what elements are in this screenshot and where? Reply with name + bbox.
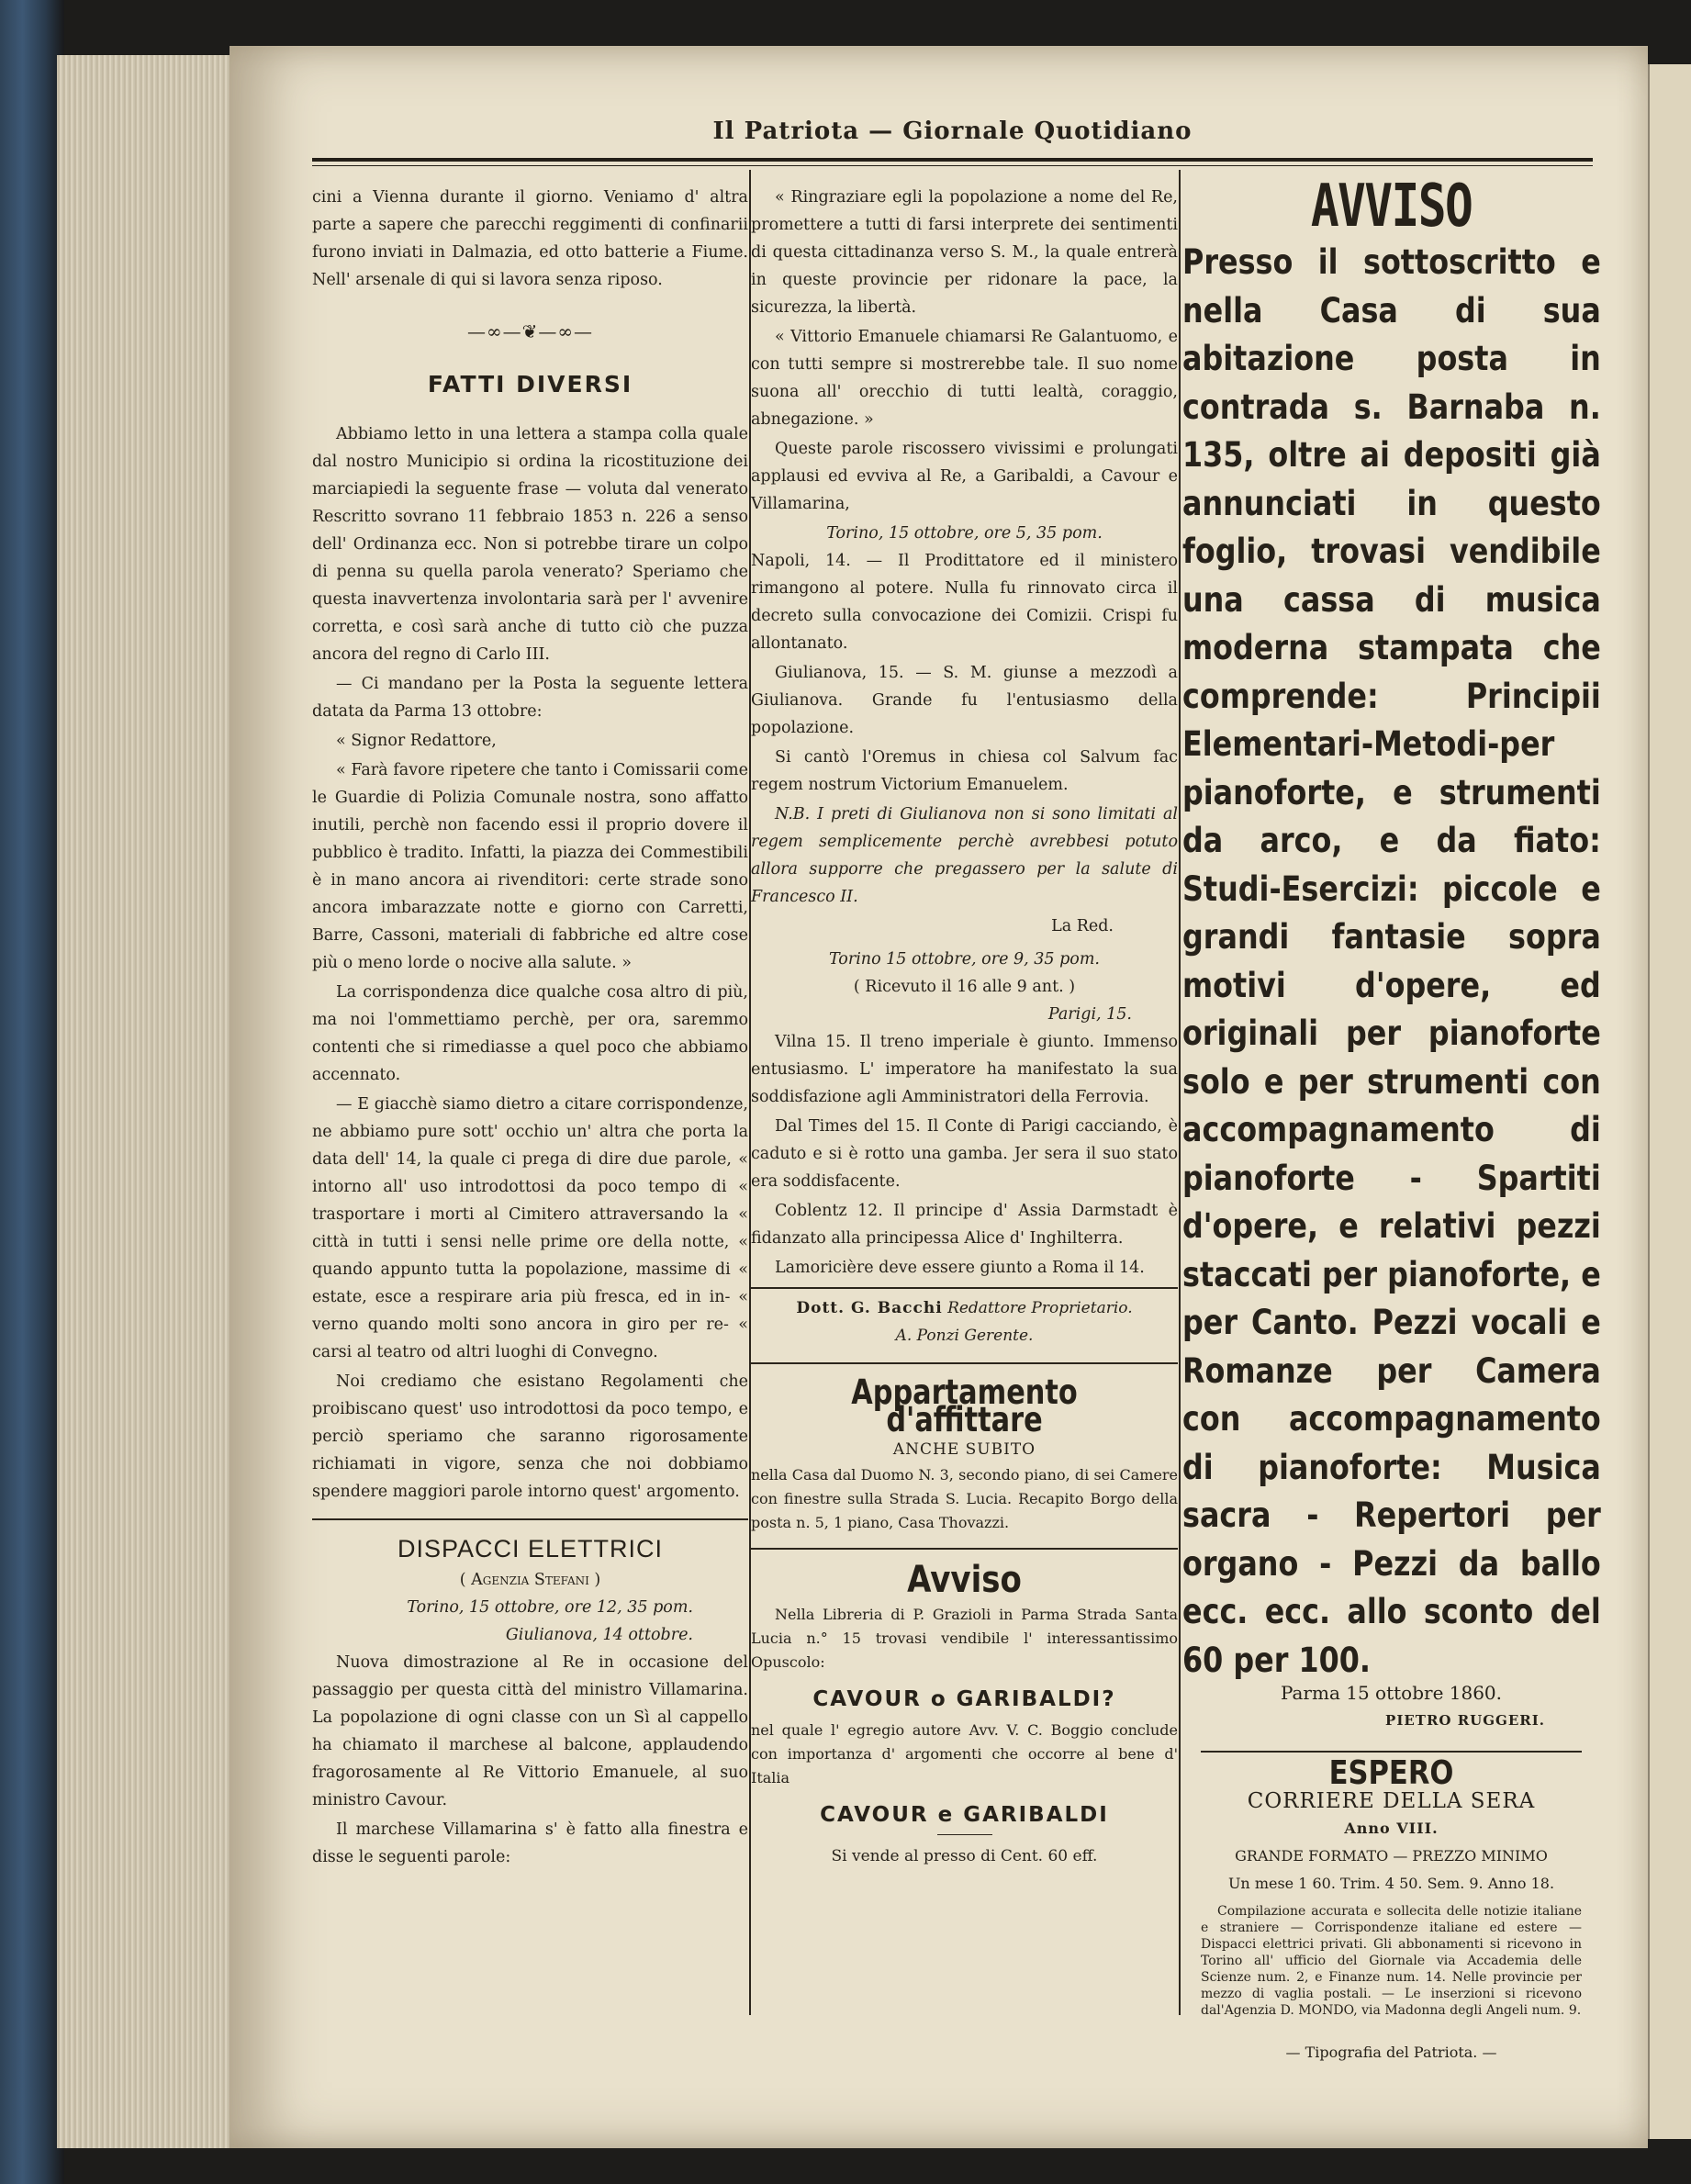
- lead-paragraph: cini a Vienna durante il giorno. Veniamo d' altra parte a sapere che parecchi reggimenti di confinarii furono inviati in Dalmazia, ed otto batterie a Fiume. Nell' arsenale di qui si lavora senza riposo.: [312, 188, 748, 289]
- masthead-rule: [312, 158, 1593, 162]
- news-paragraph: Queste parole riscossero vivissimi e prolungati applausi ed evviva al Re, a Garibaldi, a Cavour e Villamarina,: [751, 440, 1178, 513]
- fatti-paragraph-6: — E giacchè siamo dietro a citare corrispondenze, ne abbiamo pure sott' occhio un' altra che porta la data dell' 14, la quale ci prega di dire due parole, « intorno all' uso introdottosi da poco tempo di « trasportare i morti al Cimitero attraversando la « città in tutti i sensi nelle prime ore della notte, « quando appunto tutta la popolazione, massime di « estate, esce a respirare aria più fresca, ed in in- « verno quando molti sono ancora in giro per re- « carsi al teatro od altri luoghi di Convegno.: [312, 1095, 748, 1361]
- anche-subito-label: ANCHE SUBITO: [892, 1440, 1036, 1459]
- news-paragraph: « Vittorio Emanuele chiamarsi Re Galantuomo, e con tutti sempre si mostrerebbe tale. Il suo nome suona all' orecchio di tutti lealtà, coraggio, abnegazione. »: [751, 328, 1178, 429]
- section-rule: [751, 1548, 1178, 1550]
- column-1: [312, 184, 748, 1873]
- column-rule-2: [1179, 170, 1181, 2015]
- fatti-paragraph-7: Noi crediamo che esistano Regolamenti che proibiscano quest' uso introdottosi da poco tempo, e perciò speriamo che saranno rigorosamente richiamati in vigore, senza che noi dobbiamo spendere maggiori parole intorno quest' argomento.: [312, 1372, 748, 1501]
- dateline: Torino, 15 ottobre, ore 12, 35 pom.: [407, 1598, 693, 1617]
- espero-prices: Un mese 1 60. Trim. 4 50. Sem. 9. Anno 18.: [1227, 1875, 1555, 1892]
- espero-format: GRANDE FORMATO — PREZZO MINIMO: [1235, 1847, 1548, 1865]
- column-2: [751, 184, 1178, 1870]
- editor-role: Redattore Proprietario.: [947, 1299, 1133, 1317]
- dispaccio-paragraph-1: Nuova dimostrazione al Re in occasione del passaggio per questa città del ministro Villamarina. La popolazione di ogni classe con un Sì al cappello ha chiamato il marchese al balcone, applaudendo fragorosamente al Re Vittorio Emanuele, al suo ministro Cavour.: [312, 1653, 748, 1809]
- espero-heading: ESPERO: [1328, 1754, 1454, 1792]
- ornament-divider: —∞—❦—∞—: [466, 320, 594, 342]
- news-paragraph: Vilna 15. Il treno imperiale è giunto. Immenso entusiasmo. L' imperatore ha manifestato la sua soddisfazione agli Amministratori della Ferrovia.: [751, 1033, 1178, 1106]
- fatti-diversi-heading: FATTI DIVERSI: [427, 371, 633, 398]
- cavour-title: CAVOUR e GARIBALDI: [820, 1803, 1109, 1827]
- news-paragraph: Dal Times del 15. Il Conte di Parigi cacciando, è caduto e si è rotto una gamba. Jer sera il suo stato era soddisfacente.: [751, 1117, 1178, 1191]
- fatti-paragraph-5: La corrispondenza dice qualche cosa altro di più, ma noi l'ommettiamo perchè, per ora, saremmo contenti che si rimediasse a quel poco che abbiamo accennato.: [312, 983, 748, 1084]
- espero-subtitle: CORRIERE DELLA SERA: [1247, 1789, 1536, 1813]
- page-edges: [57, 55, 241, 2148]
- news-paragraph: Coblentz 12. Il principe d' Assia Darmstadt è fidanzato alla principessa Alice d' Inghilterra.: [751, 1202, 1178, 1248]
- avviso-heading: Avviso: [907, 1559, 1022, 1601]
- tipografia-line: — Tipografia del Patriota. —: [1285, 2044, 1497, 2061]
- dispaccio-paragraph-2: Il marchese Villamarina s' è fatto alla finestra e disse le seguenti parole:: [312, 1820, 748, 1866]
- agenzia-label: ( Agenzia Stefani ): [459, 1571, 601, 1589]
- avviso-signature: PIETRO RUGGERI.: [1385, 1712, 1545, 1729]
- section-rule: [312, 1518, 748, 1520]
- cavour-title: CAVOUR o GARIBALDI?: [812, 1687, 1116, 1711]
- column-3: [1182, 173, 1601, 2066]
- section-rule: [751, 1362, 1178, 1364]
- avviso-text-2: nel quale l' egregio autore Avv. V. C. Boggio conclude con importanza d' argomenti che occorre al bene d' Italia: [751, 1721, 1178, 1786]
- dateline: Giulianova, 14 ottobre.: [505, 1626, 693, 1644]
- appartamento-heading: Appartamento d'affittare: [851, 1372, 1078, 1439]
- editor-name: Dott. G. Bacchi: [796, 1299, 943, 1317]
- short-rule: [937, 1834, 992, 1835]
- appartamento-text: nella Casa dal Duomo N. 3, secondo piano, di sei Camere con finestre sulla Strada S. Lucia. Recapito Borgo della posta n. 5, 1 piano, Casa Thovazzi.: [751, 1466, 1178, 1531]
- news-paragraph: Napoli, 14. — Il Prodittatore ed il ministero rimangono al potere. Nulla fu rinnovato circa il decreto sulla convocazione dei Comizii. Crispi fu allontanato.: [751, 552, 1178, 653]
- editor-line: [751, 1294, 1178, 1322]
- received-note: ( Ricevuto il 16 alle 9 ant. ): [853, 978, 1076, 996]
- adjacent-page-edge: [1648, 64, 1691, 2139]
- espero-year: Anno VIII.: [1344, 1820, 1439, 1837]
- news-paragraph: Lamoricière deve essere giunto a Roma il 14.: [775, 1259, 1145, 1277]
- section-rule: [751, 1287, 1178, 1289]
- dateline: Torino, 15 ottobre, ore 5, 35 pom.: [826, 524, 1103, 543]
- signature-la-red: La Red.: [1051, 917, 1114, 935]
- gerente-line: A. Ponzi Gerente.: [895, 1327, 1034, 1345]
- avviso-big-text: Presso il sottoscritto e nella Casa di sua abitazione posta in contrada s. Barnaba n. 135, oltre ai depositi già annunciati in questo foglio, trovasi vendibile una cassa di musica moderna stampata che comprende: Principii Elementari-Metodi-per pianoforte, e strumenti da arco, e da fiato: Studi-Esercizi: piccole e grandi fantasie sopra motivi d'opere, ed originali per pianoforte solo e per strumenti con accompagnamento di pianoforte - Spartiti d'opere, e relativi pezzi staccati per pianoforte, e per Canto. Pezzi vocali e Romanze per Camera con accompagnamento di pianoforte: Musica sacra - Repertori per organo - Pezzi da ballo ecc. ecc. allo sconto del 60 per 100.: [1182, 242, 1601, 1680]
- dateline: Torino 15 ottobre, ore 9, 35 pom.: [828, 950, 1100, 969]
- fatti-paragraph-2: — Ci mandano per la Posta la seguente lettera datata da Parma 13 ottobre:: [312, 675, 748, 721]
- price-note: Si vende al presso di Cent. 60 eff.: [831, 1847, 1098, 1865]
- espero-details: Compilazione accurata e sollecita delle notizie italiane e straniere — Corrispondenze italiane ed estere — Dispacci elettrici privati. Gli abbonamenti si ricevono in Torino all' ufficio del Giornale via Accademia delle Scienze num. 2, e Finanze num. 14. Nelle provincie per mezzo di vaglia postali. — Le inserzioni si ricevono dal'Agenzia D. MONDO, via Madonna degli Angeli num. 9.: [1201, 1904, 1582, 2018]
- section-rule: [1201, 1751, 1582, 1753]
- nb-paragraph: N.B. I preti di Giulianova non si sono limitati al regem semplicemente perchè avrebbesi potuto allora supporre che pregassero per la salute di Francesco II.: [751, 805, 1178, 906]
- masthead-rule-thin: [312, 165, 1593, 166]
- masthead: Il Patriota — Giornale Quotidiano: [712, 118, 1193, 145]
- dispacci-heading: DISPACCI ELETTRICI: [397, 1535, 664, 1562]
- dateline: Parigi, 15.: [1047, 1005, 1132, 1024]
- avviso-date: Parma 15 ottobre 1860.: [1280, 1682, 1503, 1704]
- fatti-paragraph-3: « Signor Redattore,: [336, 732, 497, 750]
- news-paragraph: Giulianova, 15. — S. M. giunse a mezzodì a Giulianova. Grande fu l'entusiasmo della popolazione.: [751, 664, 1178, 737]
- news-paragraph: Si cantò l'Oremus in chiesa col Salvum fac regem nostrum Victorium Emanuelem.: [751, 748, 1178, 794]
- avviso-big-heading: AVVISO: [1310, 173, 1473, 241]
- news-paragraph: « Ringraziare egli la popolazione a nome del Re, promettere a tutti di farsi interprete dei sentimenti di questa cittadinanza verso S. M., la quale entrerà in queste provincie per ridonare la pace, la sicurezza, la libertà.: [751, 188, 1178, 317]
- avviso-text: Nella Libreria di P. Grazioli in Parma Strada Santa Lucia n.° 15 trovasi vendibile l' interessantissimo Opuscolo:: [751, 1606, 1178, 1671]
- book-spine: [0, 0, 64, 2184]
- fatti-paragraph-1: Abbiamo letto in una lettera a stampa colla quale dal nostro Municipio si ordina la ricostituzione dei marciapiedi la seguente frase — voluta dal venerato Rescritto sovrano 11 febbraio 1853 n. 226 a senso dell' Ordinanza ecc. Non si potrebbe tirare un colpo di penna su quella parola venerato? Speriamo che questa inavvertenza involontaria sarà per l' avvenire corretta, e così sarà anche di tutto ciò che puzza ancora del regno di Carlo III.: [312, 425, 748, 664]
- fatti-paragraph-4: « Farà favore ripetere che tanto i Comissarii come le Guardie di Polizia Comunale nostra, sono affatto inutili, perchè non facendo essi il proprio dovere il pubblico è tradito. Infatti, la piazza dei Commestibili è in mano ancora ai rivenditori: certe strade sono ancora imbarazzate notte e giorno con Carretti, Barre, Cassoni, materiali di fabbriche ed altre cose più o meno lorde o nocive alla salute. »: [312, 761, 748, 972]
